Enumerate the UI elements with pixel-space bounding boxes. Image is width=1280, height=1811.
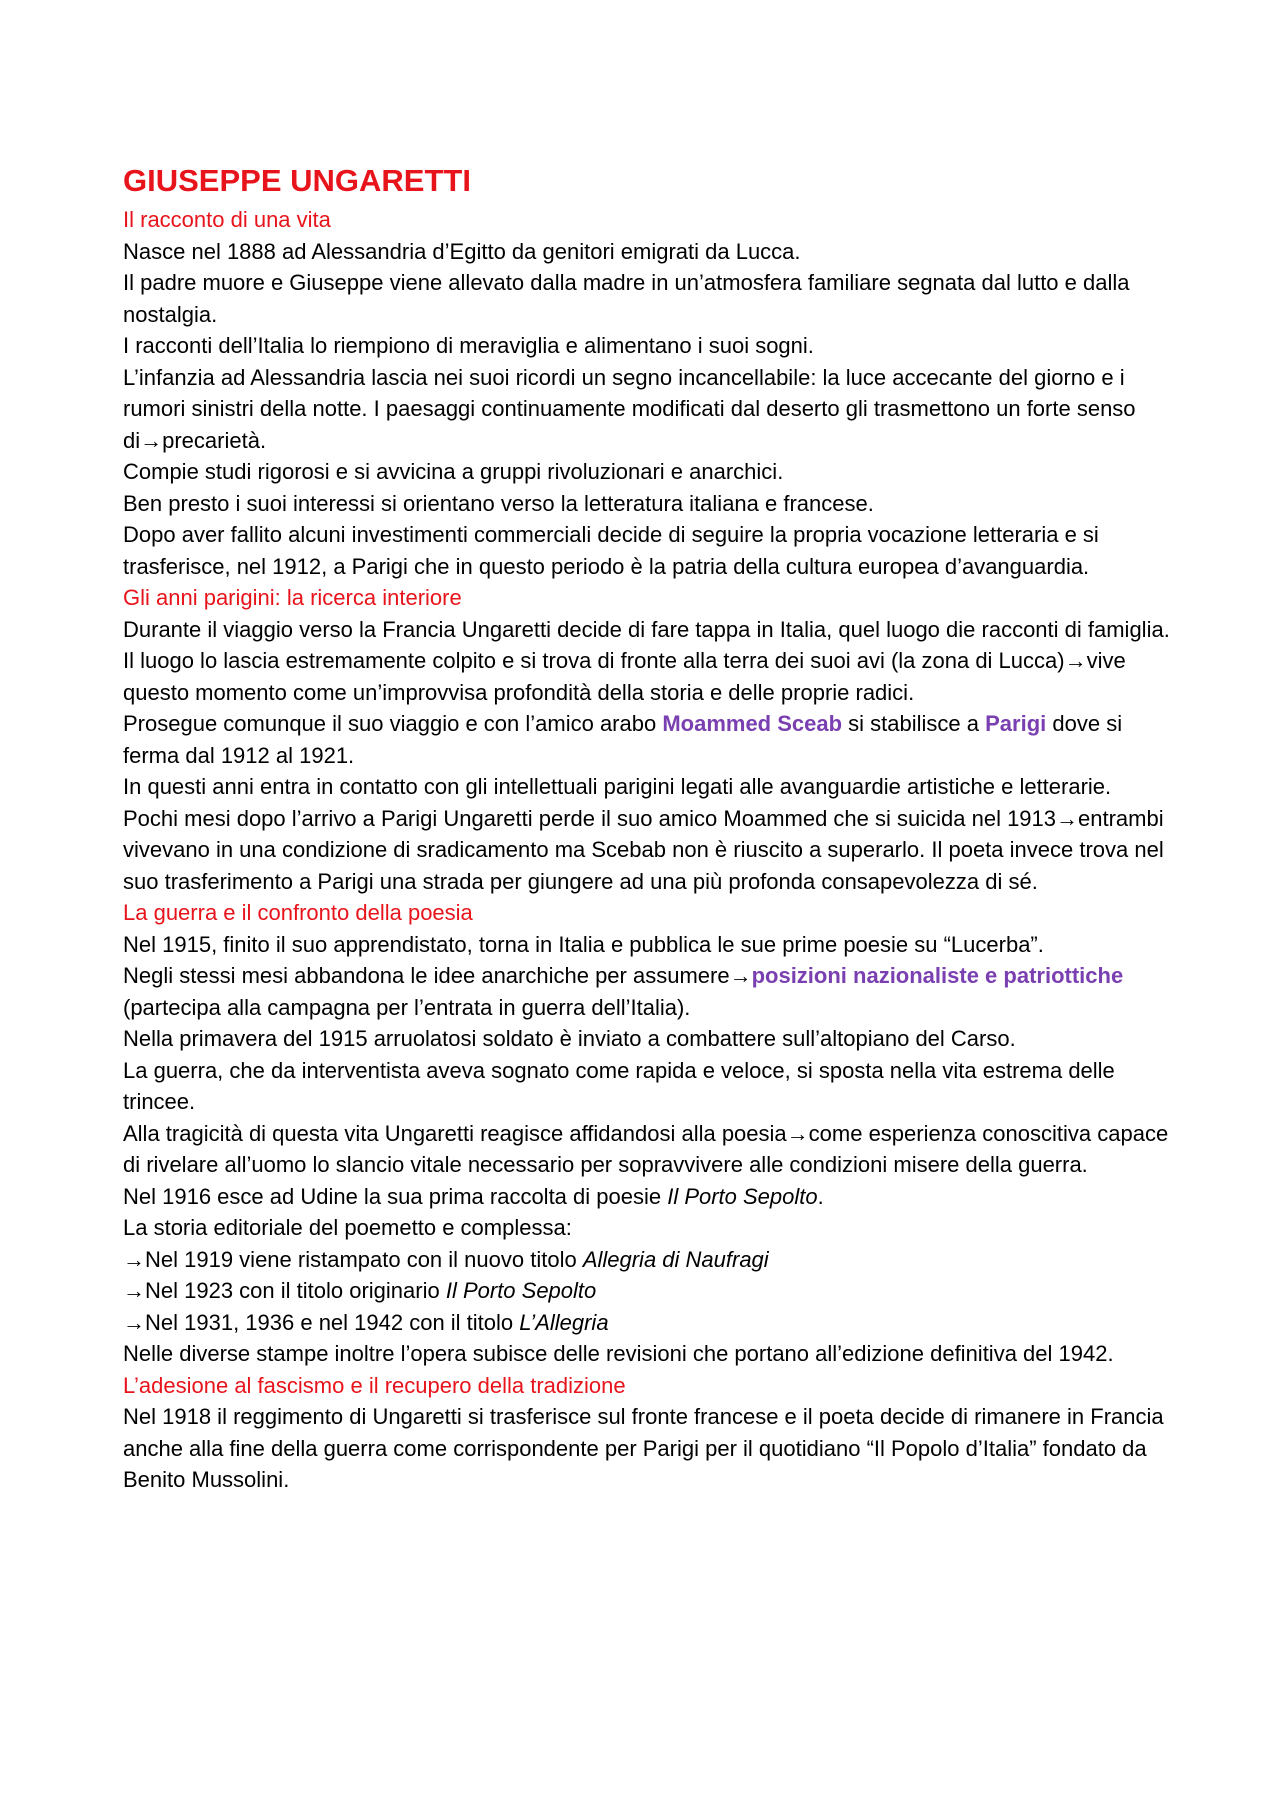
text-run: precarietà.	[162, 427, 267, 453]
document-title: GIUSEPPE UNGARETTI	[123, 163, 471, 198]
text-run: dove si ferma dal 1912 al 1921.	[123, 711, 1123, 768]
text-run: Alla tragicità di questa vita Ungaretti reagisce affidandosi alla poesia	[123, 1120, 787, 1146]
paragraph: I racconti dell’Italia lo riempiono di meraviglia e alimentano i suoi sogni.	[123, 333, 814, 358]
paragraph: Nel 1915, finito il suo apprendistato, torna in Italia e pubblica le sue prime poesie su “Lucerba”.	[123, 931, 1044, 957]
highlight-place: Parigi	[985, 711, 1047, 736]
text-run: come esperienza conoscitiva capace di rivelare all’uomo lo slancio vitale necessario per sopravvivere alle condizioni misere della guerra.	[123, 1120, 1169, 1177]
arrow-icon: →	[140, 427, 163, 453]
paragraph: La guerra, che da interventista aveva sognato come rapida e veloce, si sposta nella vita estrema delle trincee.	[123, 1057, 1115, 1114]
text-run: .	[817, 1183, 824, 1209]
paragraph	[123, 803, 1173, 898]
document-page	[123, 158, 1173, 1496]
book-title: Allegria di Naufragi	[582, 1246, 769, 1272]
text-run: si stabilisce a	[842, 711, 986, 736]
text-run: Nel 1931, 1936 e nel 1942 con il titolo	[145, 1309, 520, 1335]
paragraph	[123, 1181, 1173, 1213]
paragraph: Nel 1918 il reggimento di Ungaretti si trasferisce sul fronte francese e il poeta decide di rimanere in Francia anche alla fine della guerra come corrispondente per Parigi per il quotidiano “Il Popolo d’Italia” fondato da Benito Mussolini.	[123, 1404, 1164, 1492]
paragraph: Compie studi rigorosi e si avvicina a gruppi rivoluzionari e anarchici.	[123, 459, 784, 484]
paragraph: In questi anni entra in contatto con gli intellettuali parigini legati alle avanguardie artistiche e letterarie.	[123, 774, 1112, 799]
text-run: (partecipa alla campagna per l’entrata in guerra dell’Italia).	[123, 994, 691, 1020]
section-heading-guerra: La guerra e il confronto della poesia	[123, 900, 473, 925]
paragraph: Nella primavera del 1915 arruolatosi soldato è inviato a combattere sull’altopiano del Carso.	[123, 1026, 1016, 1051]
paragraph: Il padre muore e Giuseppe viene allevato dalla madre in un’atmosfera familiare segnata dal lutto e dalla nostalgia.	[123, 270, 1130, 327]
book-title: Il Porto Sepolto	[667, 1183, 818, 1209]
text-run: Prosegue comunque il suo viaggio e con l’amico arabo	[123, 711, 663, 736]
paragraph	[123, 362, 1173, 457]
section-heading-parigini: Gli anni parigini: la ricerca interiore	[123, 585, 462, 610]
book-title: Il Porto Sepolto	[445, 1278, 597, 1303]
text-run: L’infanzia ad Alessandria lascia nei suoi ricordi un segno incancellabile: la luce accecante del giorno e i rumori sinistri della notte. I paesaggi continuamente modificati dal deserto gli trasmettono un forte senso di	[123, 364, 1136, 453]
text-run: Durante il viaggio verso la Francia Ungaretti decide di fare tappa in Italia, quel luogo die racconti di famiglia. Il luogo lo lascia estremamente colpito e si trova di fronte alla terra dei suoi avi (la zona di Lucca)	[123, 616, 1170, 673]
text-run: entrambi vivevano in una condizione di sradicamento ma Scebab non è riuscito a superarlo. Il poeta invece trova nel suo trasferimento a Parigi una strada per giungere ad una più profonda consapevolezza di sé.	[123, 805, 1164, 894]
paragraph: Dopo aver fallito alcuni investimenti commerciali decide di seguire la propria vocazione letteraria e si trasferisce, nel 1912, a Parigi che in questo periodo è la patria della cultura europea d’avanguardia.	[123, 522, 1099, 579]
section-heading-fascismo: L’adesione al fascismo e il recupero della tradizione	[123, 1372, 626, 1398]
arrow-icon: →	[123, 1309, 145, 1335]
paragraph	[123, 614, 1173, 709]
paragraph	[123, 1118, 1173, 1181]
paragraph: Nelle diverse stampe inoltre l’opera subisce delle revisioni che portano all’edizione definitiva del 1942.	[123, 1341, 1114, 1366]
paragraph: La storia editoriale del poemetto e complessa:	[123, 1215, 572, 1240]
text-run: Pochi mesi dopo l’arrivo a Parigi Ungaretti perde il suo amico Moammed che si suicida nel 1913	[123, 805, 1057, 831]
text-run: Nel 1919 viene ristampato con il nuovo titolo	[145, 1246, 583, 1272]
paragraph: Nasce nel 1888 ad Alessandria d’Egitto da genitori emigrati da Lucca.	[123, 238, 801, 264]
highlight-positions: posizioni nazionaliste e patriottiche	[751, 963, 1124, 988]
text-run: Nel 1916 esce ad Udine la sua prima raccolta di poesie	[123, 1183, 668, 1209]
arrow-icon: →	[123, 1278, 145, 1303]
paragraph: Ben presto i suoi interessi si orientano verso la letteratura italiana e francese.	[123, 490, 874, 516]
text-run: Negli stessi mesi abbandona le idee anarchiche per assumere	[123, 963, 730, 988]
paragraph	[123, 708, 1173, 771]
list-item	[123, 1244, 1173, 1276]
list-item	[123, 1275, 1173, 1307]
arrow-icon: →	[1056, 805, 1079, 831]
highlight-name: Moammed Sceab	[662, 711, 843, 736]
arrow-icon: →	[123, 1246, 145, 1272]
arrow-icon: →	[786, 1120, 809, 1146]
paragraph	[123, 960, 1173, 1023]
list-item	[123, 1307, 1173, 1339]
text-run: vive questo momento come un’improvvisa profondità della storia e delle proprie radici.	[123, 648, 1126, 705]
book-title: L’Allegria	[519, 1309, 609, 1335]
text-run: Nel 1923 con il titolo originario	[145, 1278, 446, 1303]
arrow-icon: →	[1064, 648, 1087, 673]
arrow-icon: →	[729, 963, 752, 988]
section-heading-vita: Il racconto di una vita	[123, 207, 331, 232]
